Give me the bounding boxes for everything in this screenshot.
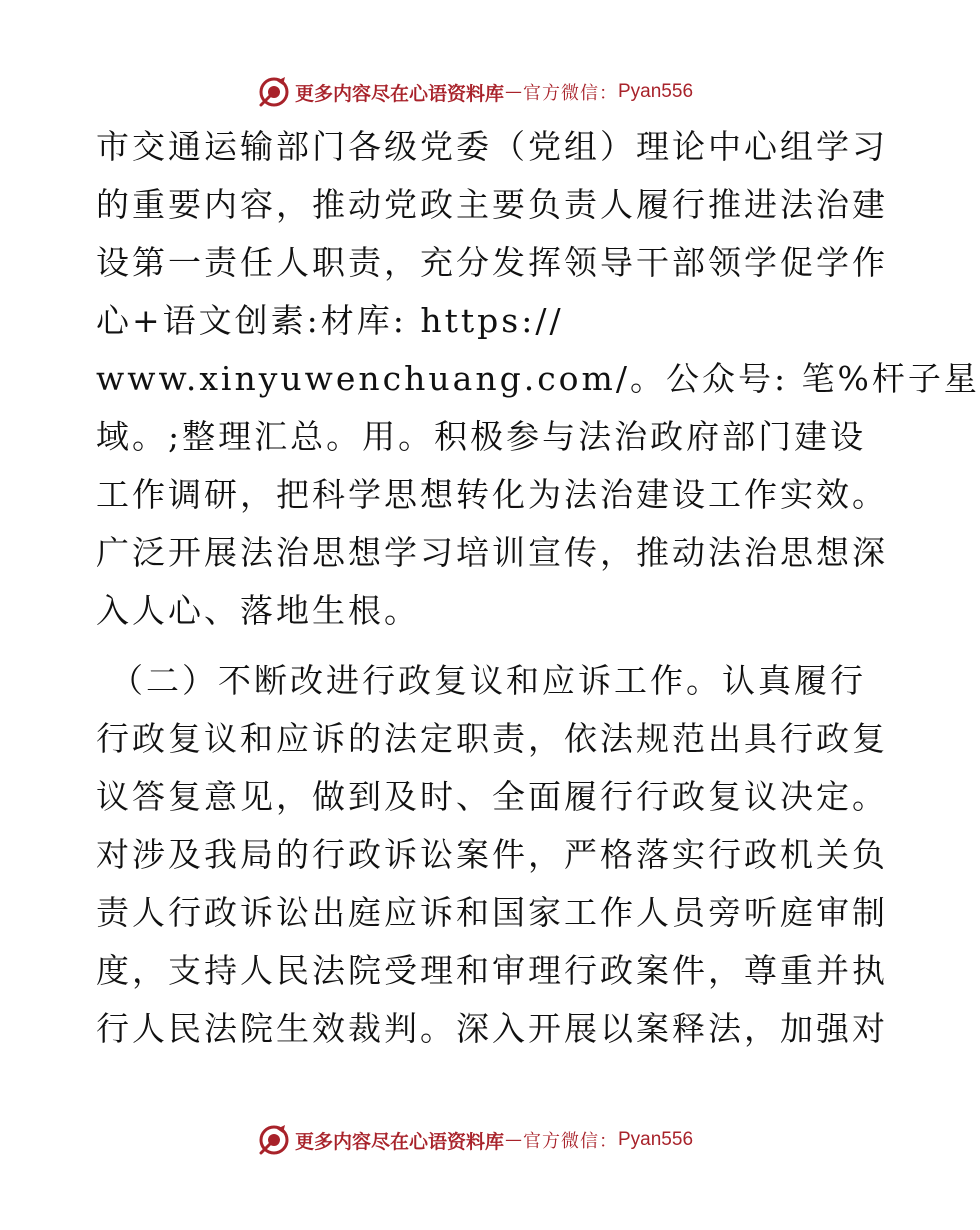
paragraph-2 [96, 652, 888, 1058]
banner-wechat-label: 官方微信： [523, 1131, 618, 1152]
banner-wechat-account: Pyan556 [618, 1129, 694, 1150]
banner-wechat-label: 官方微信： [523, 83, 618, 104]
text-line: 责人行政诉讼出庭应诉和国家工作人员旁听庭审制 [96, 893, 888, 932]
text-line: www.xinyuwenchuang.com/。公众号: 笔%杆子星 [96, 359, 980, 398]
text-line: （二）不断改进行政复议和应诉工作。认真履行 [110, 661, 866, 700]
document-body [96, 118, 980, 1058]
pen-logo-icon [257, 1123, 291, 1157]
banner-wechat-account: Pyan556 [618, 81, 694, 102]
text-line: 行政复议和应诉的法定职责，依法规范出具行政复 [96, 719, 888, 758]
text-line: 入人心、落地生根。 [96, 591, 420, 630]
pen-logo-icon [257, 75, 291, 109]
text-line: 设第一责任人职责，充分发挥领导干部领学促学作 [96, 243, 888, 282]
footer-watermark-banner [0, 1120, 950, 1160]
text-line: 议答复意见，做到及时、全面履行行政复议决定。 [96, 777, 888, 816]
text-line: 心+语文创素:材库: https:// [96, 301, 564, 340]
banner-dash: — [505, 82, 522, 102]
paragraph-1 [96, 118, 980, 640]
text-line: 广泛开展法治思想学习培训宣传，推动法治思想深 [96, 533, 888, 572]
text-line: 对涉及我局的行政诉讼案件，严格落实行政机关负 [96, 835, 888, 874]
text-line: 度，支持人民法院受理和审理行政案件，尊重并执 [96, 951, 888, 990]
header-watermark-banner [0, 72, 950, 112]
text-line: 市交通运输部门各级党委（党组）理论中心组学习 [96, 127, 888, 166]
banner-dash: — [505, 1130, 522, 1150]
banner-title: 更多内容尽在心语资料库 [294, 1130, 504, 1153]
banner-title: 更多内容尽在心语资料库 [294, 82, 504, 105]
text-line: 行人民法院生效裁判。深入开展以案释法，加强对 [96, 1009, 888, 1048]
text-line: 的重要内容，推动党政主要负责人履行推进法治建 [96, 185, 888, 224]
text-line: 域。;整理汇总。用。积极参与法治政府部门建设 [96, 417, 867, 456]
text-line: 工作调研，把科学思想转化为法治建设工作实效。 [96, 475, 888, 514]
